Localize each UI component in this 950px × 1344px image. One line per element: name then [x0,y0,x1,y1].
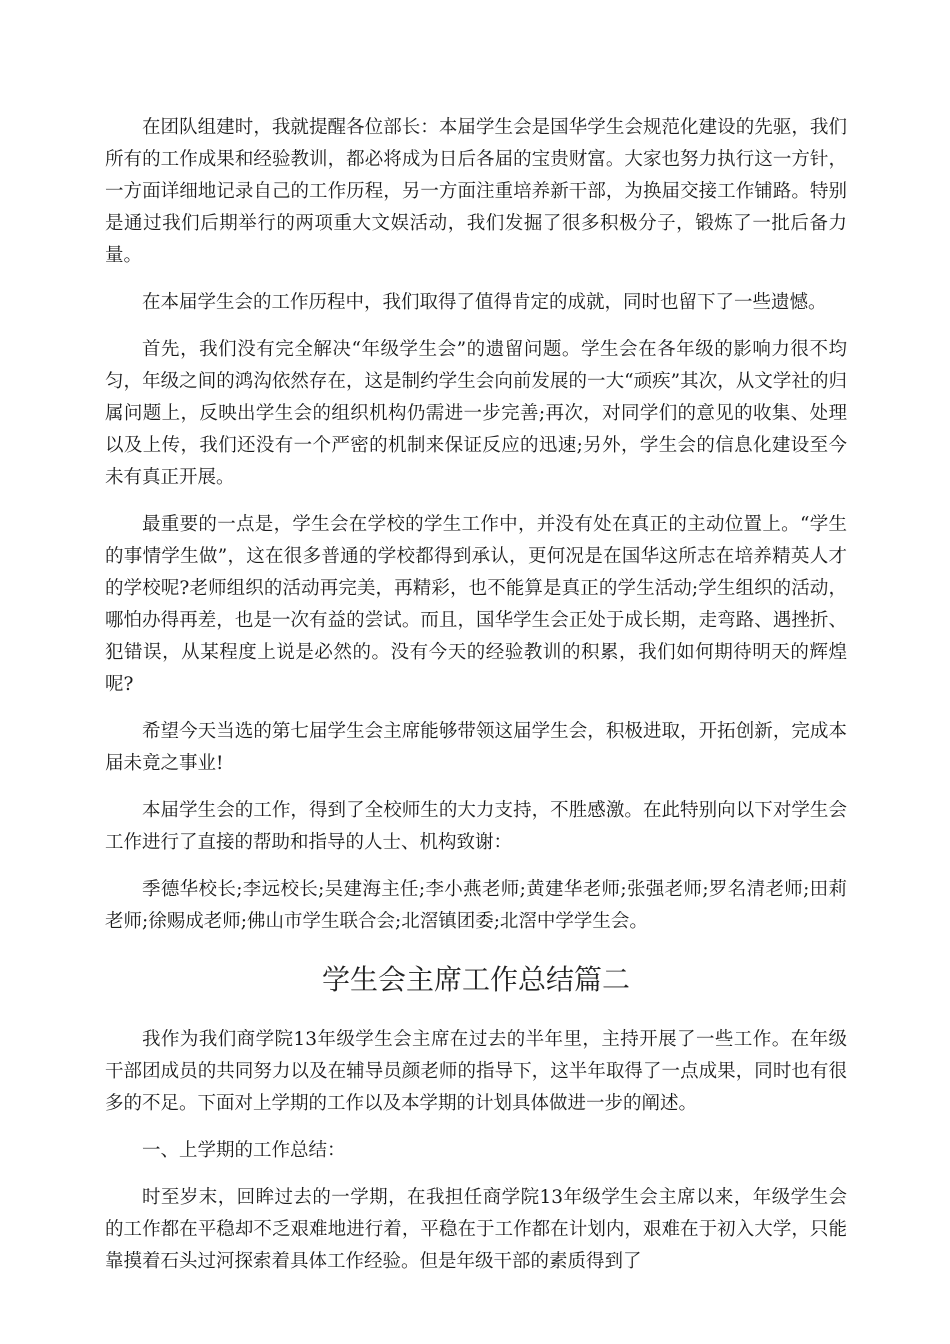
paragraph-most-important: 最重要的一点是，学生会在学校的学生工作中，并没有处在真正的主动位置上。“学生的事情学生做”，这在很多普通的学校都得到承认，更何况是在国华这所志在培养精英人才的学校呢?老师组织的活动再完美，再精彩，也不能算是真正的学生活动;学生组织的活动，哪怕办得再差，也是一次有益的尝试。而且，国华学生会正处于成长期，走弯路、遇挫折、犯错误，从某程度上说是必然的。没有今天的经验教训的积累，我们如何期待明天的辉煌呢? [105,514,847,695]
paragraph-achievements-regrets: 在本届学生会的工作历程中，我们取得了值得肯定的成就，同时也留下了一些遗憾。 [142,292,827,313]
paragraph-team-building: 在团队组建时，我就提醒各位部长：本届学生会是国华学生会规范化建设的先驱，我们所有的工作成果和经验教训，都必将成为日后各届的宝贵财富。大家也努力执行这一方针，一方面详细地记录自己的工作历程，另一方面注重培养新干部，为换届交接工作铺路。特别是通过我们后期举行的两项重大文娱活动，我们发掘了很多积极分子，锻炼了一批后备力量。 [105,117,847,266]
paragraph-first-issue: 首先，我们没有完全解决“年级学生会”的遗留问题。学生会在各年级的影响力很不均匀，年级之间的鸿沟依然存在，这是制约学生会向前发展的一大“顽疾”其次，从文学社的归属问题上，反映出学生会的组织机构仍需进一步完善;再次，对同学们的意见的收集、处理以及上传，我们还没有一个严密的机制来保证反应的迅速;另外，学生会的信息化建设至今未有真正开展。 [105,339,847,488]
paragraph-thanks-list: 季德华校长;李远校长;吴建海主任;李小燕老师;黄建华老师;张强老师;罗名清老师;田莉老师;徐赐成老师;佛山市学生联合会;北滘镇团委;北滘中学学生会。 [105,879,847,932]
section-heading: 学生会主席工作总结篇二 [321,963,630,996]
document-page [105,112,847,1293]
paragraph-hope: 希望今天当选的第七届学生会主席能够带领这届学生会，积极进取，开拓创新，完成本届未竟之事业! [105,721,847,774]
paragraph-thanks: 本届学生会的工作，得到了全校师生的大力支持，不胜感激。在此特别向以下对学生会工作进行了直接的帮助和指导的人士、机构致谢： [105,800,847,853]
paragraph-intro: 我作为我们商学院13年级学生会主席在过去的半年里，主持开展了一些工作。在年级干部团成员的共同努力以及在辅导员颜老师的指导下，这半年取得了一点成果，同时也有很多的不足。下面对上学期的工作以及本学期的计划具体做进一步的阐述。 [105,1029,847,1114]
paragraph-semester-review: 时至岁末，回眸过去的一学期，在我担任商学院13年级学生会主席以来，年级学生会的工作都在平稳却不乏艰难地进行着，平稳在于工作都在计划内，艰难在于初入大学，只能靠摸着石头过河探索着具体工作经验。但是年级干部的素质得到了 [105,1187,847,1272]
paragraph-subheading: 一、上学期的工作总结： [142,1140,346,1161]
